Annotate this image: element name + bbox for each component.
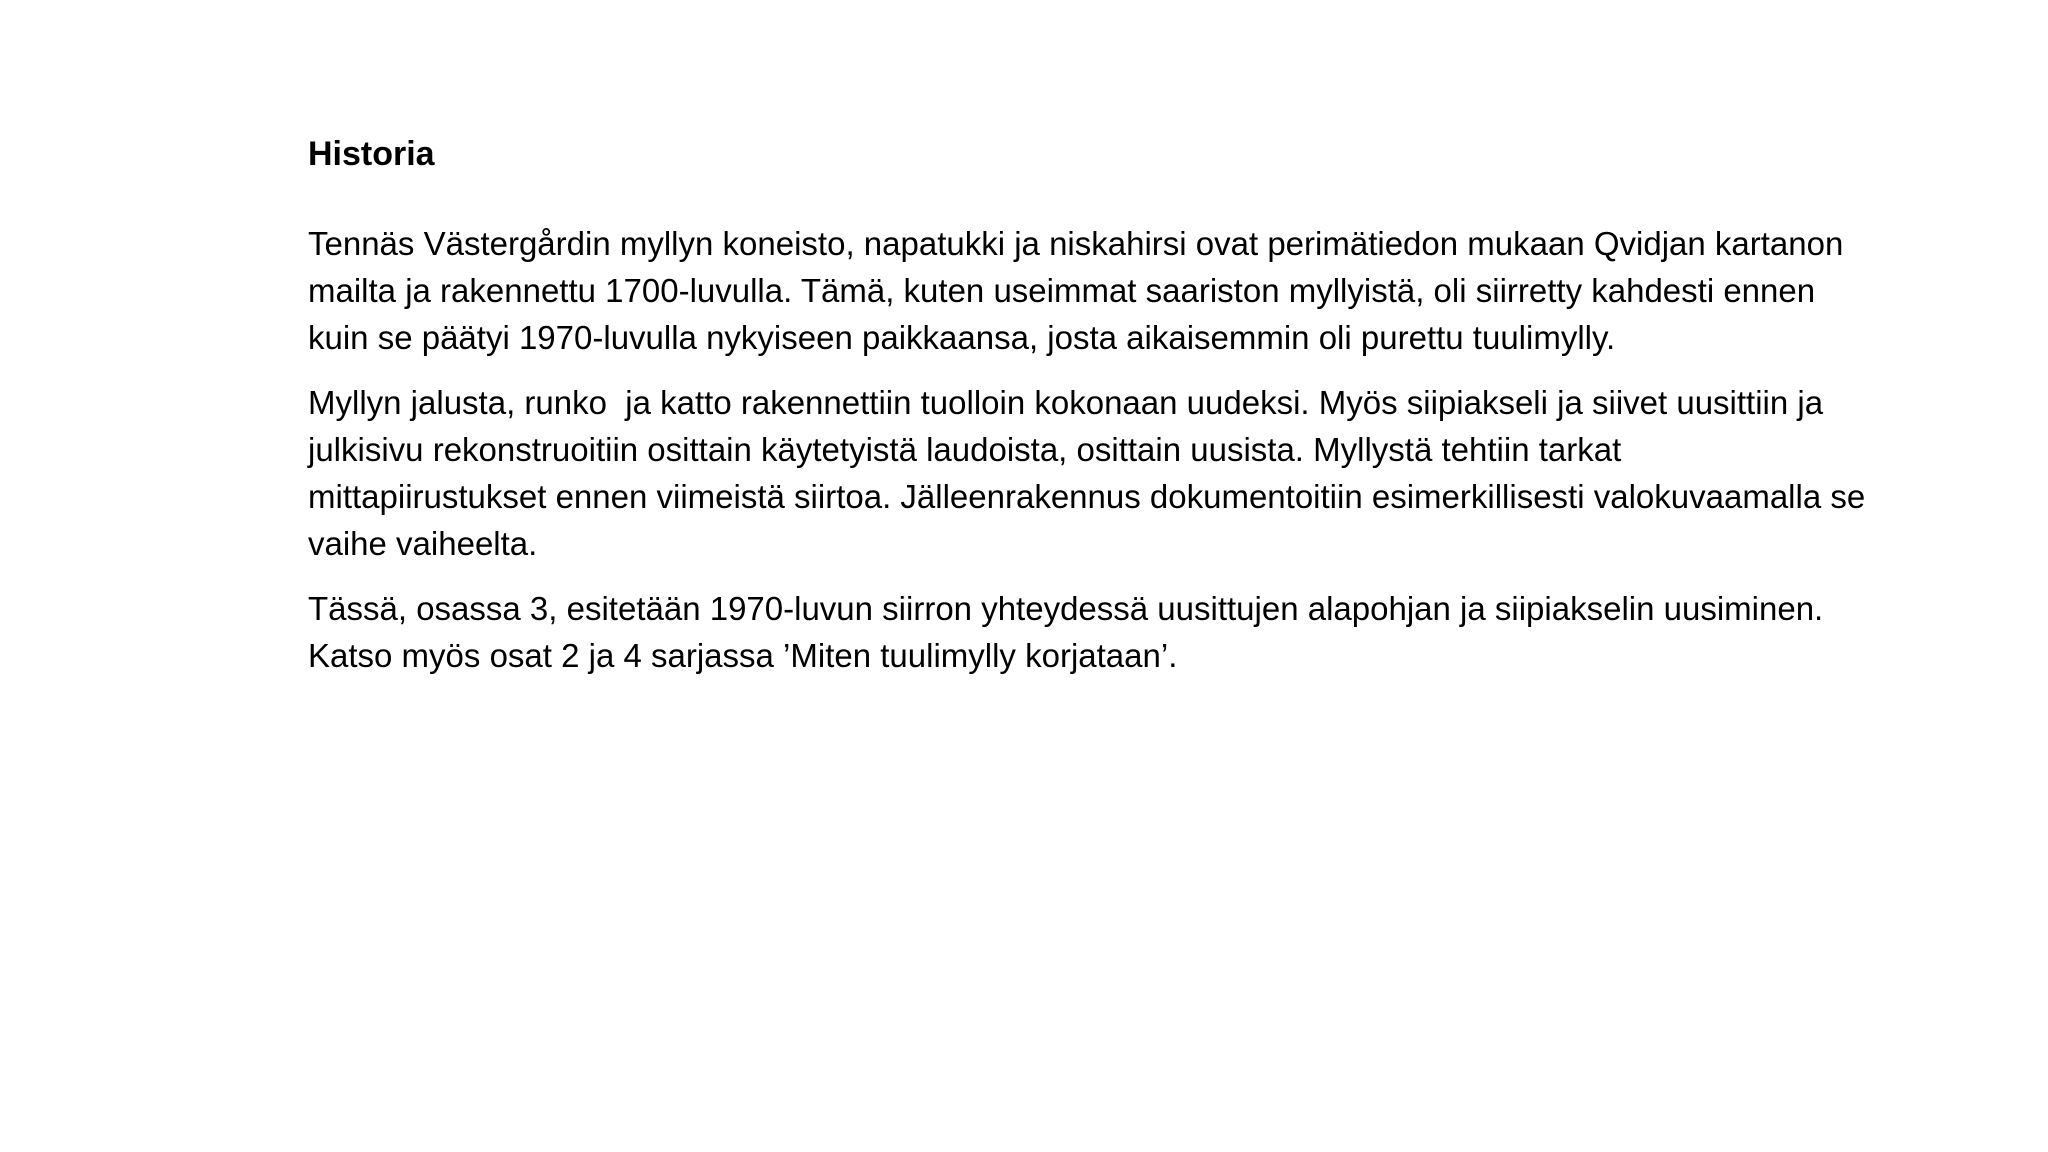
paragraph-reconstruction: Myllyn jalusta, runko ja katto rakennettiin tuolloin kokonaan uudeksi. Myös siipiakseli ja siivet uusittiin ja julkisivu rekonstruoitiin osittain käytetyistä laudoista, osittain uusista. Myllystä tehtiin tarkat mittapiirustukset ennen viimeistä siirtoa. Jälleenrakennus dokumentoitiin esimerkillisesti valokuvaamalla se vaihe vaiheelta. (308, 384, 1875, 562)
paragraph-part-3: Tässä, osassa 3, esitetään 1970-luvun siirron yhteydessä uusittujen alapohjan ja siipiakselin uusiminen. Katso myös osat 2 ja 4 sarjassa ’Miten tuulimylly korjataan’. (308, 590, 1833, 674)
page-title: Historia (308, 135, 435, 173)
paragraph-history: Tennäs Västergårdin myllyn koneisto, napatukki ja niskahirsi ovat perimätiedon mukaan Qvidjan kartanon mailta ja rakennettu 1700-luvulla. Tämä, kuten useimmat saariston myllyistä, oli siirretty kahdesti ennen kuin se päätyi 1970-luvulla nykyiseen paikkaansa, josta aikaisemmin oli purettu tuulimylly. (308, 225, 1853, 356)
text-body (308, 130, 1875, 697)
